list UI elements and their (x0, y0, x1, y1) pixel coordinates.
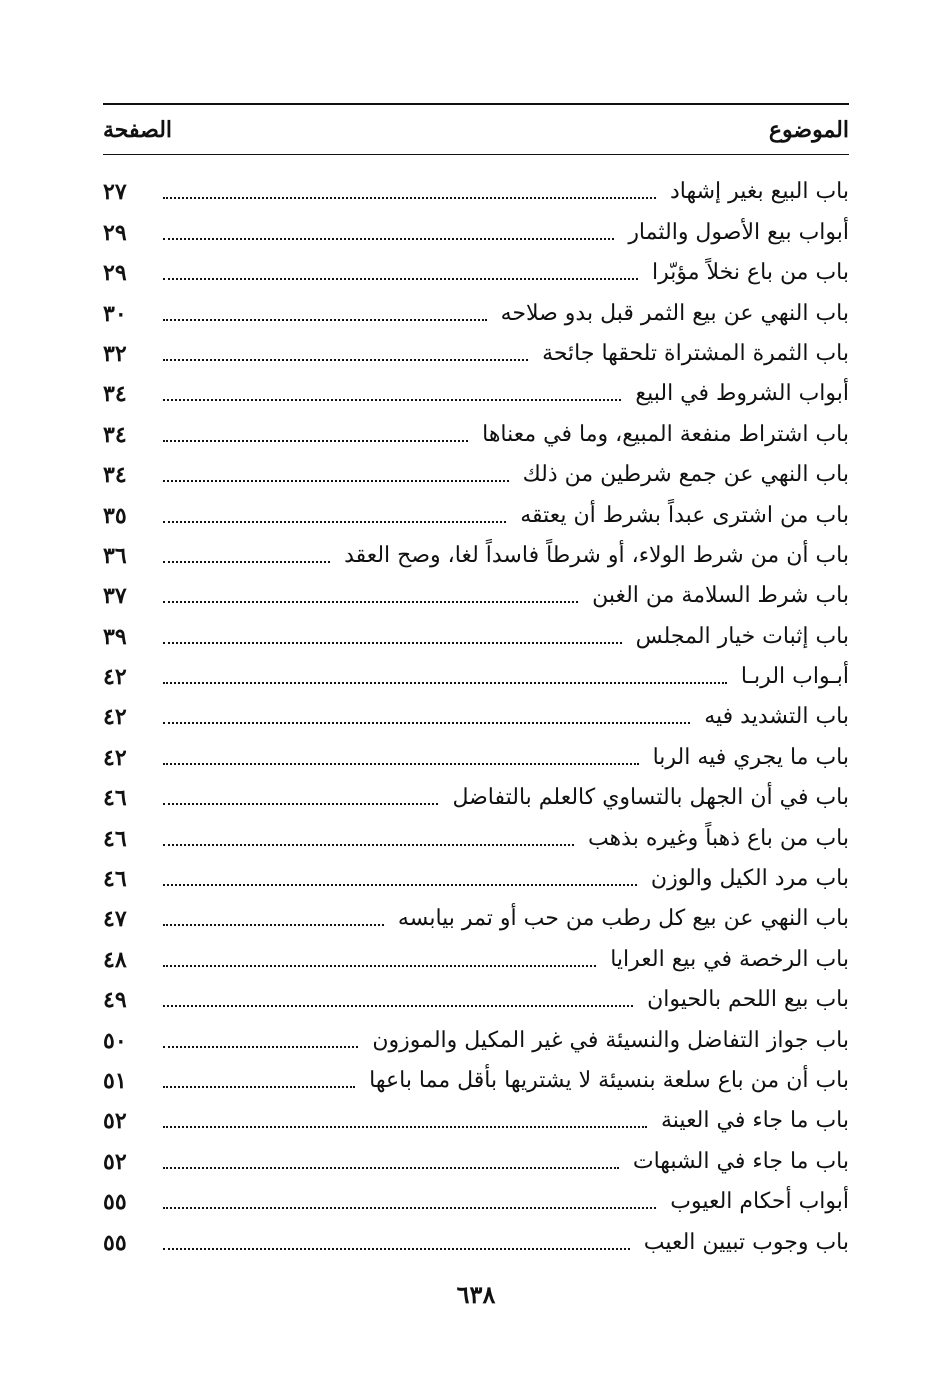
toc-entry (103, 974, 849, 1014)
toc-entry-page: ٣٥ (103, 502, 127, 529)
toc-entry-title: باب من اشترى عبداً بشرط أن يعتقه (520, 502, 849, 528)
dot-leader (163, 1046, 358, 1048)
toc-entry-page: ٣٤ (103, 381, 127, 408)
table-of-contents (103, 166, 849, 1257)
toc-entry-page: ٥٢ (103, 1148, 127, 1175)
toc-entry-page: ٣٤ (103, 462, 127, 489)
dot-leader (163, 763, 639, 765)
dot-leader (163, 278, 638, 280)
toc-entry-page: ٤٩ (103, 987, 127, 1014)
toc-entry-page: ٤٧ (103, 906, 127, 933)
toc-entry-title: باب الرخصة في بيع العرايا (610, 946, 849, 972)
toc-entry-title: باب ما جاء في الشبهات (632, 1148, 849, 1174)
dot-leader (163, 924, 384, 926)
toc-entry-page: ٤٢ (103, 744, 127, 771)
dot-leader (163, 319, 487, 321)
toc-entry (103, 1216, 849, 1256)
toc-entry-title: باب وجوب تبيين العيب (643, 1229, 849, 1255)
toc-entry-title: باب من باع ذهباً وغيره بذهب (587, 825, 849, 851)
toc-entry-title: باب إثبات خيار المجلس (635, 623, 849, 649)
toc-entry-page: ٣٢ (103, 340, 127, 367)
toc-entry (103, 530, 849, 570)
toc-entry (103, 408, 849, 448)
toc-entry-page: ٤٨ (103, 946, 127, 973)
toc-entry (103, 328, 849, 368)
dot-leader (163, 844, 574, 846)
dot-leader (163, 965, 596, 967)
toc-entry (103, 812, 849, 852)
toc-entry (103, 489, 849, 529)
toc-entry (103, 166, 849, 206)
dot-leader (163, 399, 621, 401)
dot-leader (163, 1248, 630, 1250)
toc-entry (103, 287, 849, 327)
toc-entry-title: باب شرط السلامة من الغبن (592, 583, 849, 609)
toc-entry-page: ٥٠ (103, 1027, 127, 1054)
toc-entry-page: ٢٩ (103, 219, 127, 246)
page-column-label: الصفحة (103, 117, 173, 143)
toc-entry-title: باب التشديد فيه (704, 704, 849, 730)
toc-entry-title: باب في أن الجهل بالتساوي كالعلم بالتفاضل (452, 785, 849, 811)
toc-entry-page: ٤٢ (103, 704, 127, 731)
toc-entry (103, 570, 849, 610)
toc-entry-title: أبواب أحكام العيوب (670, 1189, 849, 1215)
dot-leader (163, 1207, 656, 1209)
toc-entry-title: باب النهي عن بيع الثمر قبل بدو صلاحه (500, 300, 849, 326)
dot-leader (163, 480, 509, 482)
toc-entry (103, 772, 849, 812)
dot-leader (163, 642, 622, 644)
toc-entry (103, 651, 849, 691)
toc-entry (103, 610, 849, 650)
toc-entry-title: باب ما يجري فيه الربا (652, 744, 849, 770)
toc-entry-page: ٢٩ (103, 260, 127, 287)
dot-leader (163, 561, 330, 563)
toc-entry (103, 893, 849, 933)
toc-entry-title: باب أن من باع سلعة بنسيئة لا يشتريها بأقل مما باعها (369, 1067, 849, 1093)
toc-entry-page: ٤٢ (103, 664, 127, 691)
toc-entry-page: ٣٧ (103, 583, 127, 610)
toc-entry (103, 247, 849, 287)
toc-entry (103, 1014, 849, 1054)
toc-entry-title: باب مرد الكيل والوزن (650, 866, 849, 892)
toc-entry (103, 933, 849, 973)
dot-leader (163, 722, 690, 724)
top-rule (103, 103, 849, 105)
dot-leader (163, 682, 727, 684)
toc-entry-title: باب أن من شرط الولاء، أو شرطاً فاسداً لغا، وصح العقد (344, 542, 849, 568)
dot-leader (163, 884, 637, 886)
toc-entry-title: باب النهي عن بيع كل رطب من حب أو تمر بيابسه (397, 906, 849, 932)
header-rule (103, 154, 849, 155)
toc-entry (103, 206, 849, 246)
toc-entry (103, 853, 849, 893)
toc-entry-page: ٥٥ (103, 1229, 127, 1256)
toc-entry-page: ٥٥ (103, 1189, 127, 1216)
toc-entry-page: ٥١ (103, 1067, 127, 1094)
toc-entry (103, 731, 849, 771)
dot-leader (163, 601, 578, 603)
dot-leader (163, 359, 528, 361)
toc-entry-page: ٥٢ (103, 1108, 127, 1135)
toc-entry-page: ٤٦ (103, 785, 127, 812)
toc-entry (103, 1095, 849, 1135)
toc-entry-title: أبواب الشروط في البيع (635, 381, 849, 407)
toc-entry-title: باب اشتراط منفعة المبيع، وما في معناها (482, 421, 849, 447)
toc-entry-title: باب النهي عن جمع شرطين من ذلك (522, 462, 849, 488)
toc-entry (103, 691, 849, 731)
toc-entry-page: ٤٦ (103, 825, 127, 852)
topic-column-label: الموضوع (768, 117, 849, 143)
toc-entry-page: ٣٩ (103, 623, 127, 650)
toc-entry-title: باب البيع بغير إشهاد (669, 179, 849, 205)
toc-entry-page: ٤٦ (103, 866, 127, 893)
dot-leader (163, 803, 438, 805)
toc-entry-title: باب ما جاء في العينة (661, 1108, 849, 1134)
toc-entry-page: ٢٧ (103, 179, 127, 206)
toc-entry-title: أبـواب الربـا (740, 664, 849, 690)
toc-entry-title: باب الثمرة المشتراة تلحقها جائحة (542, 340, 849, 366)
toc-entry (103, 368, 849, 408)
dot-leader (163, 1005, 633, 1007)
toc-entry-title: أبواب بيع الأصول والثمار (628, 219, 849, 245)
toc-entry (103, 1135, 849, 1175)
toc-entry-page: ٣٠ (103, 300, 127, 327)
dot-leader (163, 197, 656, 199)
dot-leader (163, 1086, 355, 1088)
toc-entry (103, 1176, 849, 1216)
page-number: ٦٣٨ (456, 1280, 496, 1309)
dot-leader (163, 238, 614, 240)
dot-leader (163, 521, 506, 523)
toc-entry (103, 1055, 849, 1095)
toc-header (103, 110, 849, 150)
toc-entry-title: باب جواز التفاضل والنسيئة في غير المكيل والموزون (372, 1027, 849, 1053)
dot-leader (163, 1167, 619, 1169)
toc-entry-title: باب من باع نخلاً مؤبّرا (652, 260, 849, 286)
toc-entry-page: ٣٦ (103, 542, 127, 569)
dot-leader (163, 440, 468, 442)
toc-entry (103, 449, 849, 489)
dot-leader (163, 1126, 647, 1128)
toc-entry-title: باب بيع اللحم بالحيوان (647, 987, 849, 1013)
toc-entry-page: ٣٤ (103, 421, 127, 448)
